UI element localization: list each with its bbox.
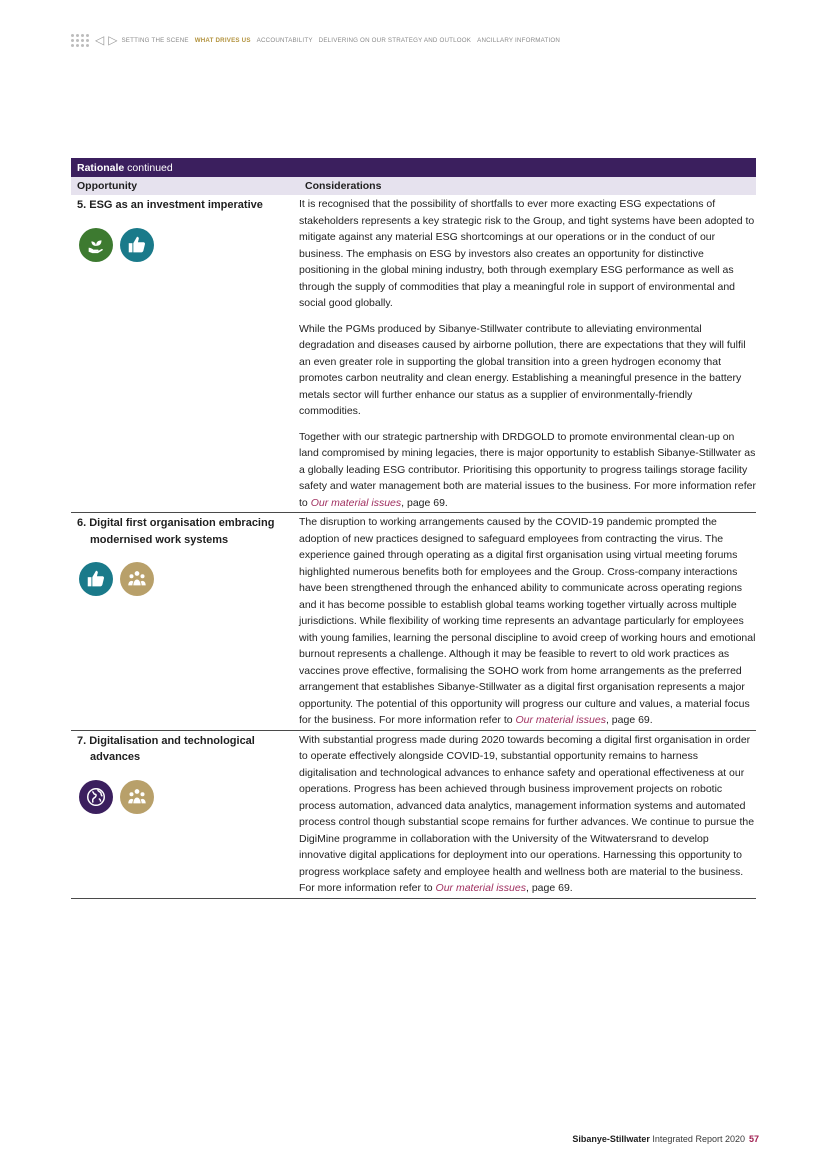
top-navigation [71,33,566,47]
paragraph-text: With substantial progress made during 2020 towards becoming a digital first organisation in order to operate effectively alongside COVID-19, substantial opportunity remains to harness digitalisation and technological advances to enhance safety and operational effectiveness at our operations. Progress has been achieved through business improvement projects on robotic process automation, advanced data analytics, management information systems and automated process control though substantial scope remains for further advances. We continue to pursue the DigiMine programme in collaboration with the University of the Witwatersrand to develop innovative digital applications for deployment into our operations. Harnessing this opportunity to progress workplace safety and employee health and wellness both are material to the business. For more information refer to [299,733,755,894]
page-number: 57 [748,1134,759,1144]
considerations-cell [299,513,756,730]
column-headers [71,177,756,195]
page-reference: , page 69. [401,496,448,509]
considerations-cell [299,195,756,512]
footer-brand: Sibanye-Stillwater [572,1134,650,1144]
thumbs-up-icon [120,228,154,262]
nav-items [121,37,566,44]
previous-page-icon[interactable]: ◁ [95,33,105,47]
paragraph-text: It is recognised that the possibility of shortfalls to ever more exacting ESG expectations of stakeholders represents a key strategic risk to the Group, and tight systems have been adopted to mitigate against any material ESG shortcomings at our operations or in the conduct of our business. The emphasis on ESG by investors also creates an opportunity for distinctive positioning in the global mining industry, both through exemplary ESG performance as well as through the supply of commodities that play a meaningful role in support of environmental and social good globally. [299,198,755,309]
table-row [71,513,756,731]
column-header-opportunity: Opportunity [77,180,138,192]
opportunity-title: 5. ESG as an investment imperative [77,199,263,211]
considerations-cell [299,731,756,898]
table-title: Rationale [77,162,125,174]
opportunity-cell [71,513,299,730]
nav-item-delivering-on-our-strategy-and-outlook[interactable]: DELIVERING ON OUR STRATEGY AND OUTLOOK [318,36,472,44]
opportunity-title: 6. Digital first organisation embracing modernised work systems [77,517,275,546]
nav-item-ancillary-information[interactable]: ANCILLARY INFORMATION [477,36,561,44]
icon-group [79,780,299,814]
grid-menu-icon[interactable] [71,34,89,47]
considerations-paragraph [299,321,756,420]
people-icon [120,562,154,596]
material-issues-link[interactable]: Our material issues [435,882,526,894]
table-title-bar [71,158,756,177]
table-row [71,195,756,513]
paragraph-text: Together with our strategic partnership with DRDGOLD to promote environmental clean-up on land compromised by mining legacies, there is major opportunity to establish Sibanye-Stillwater as a globally leading ESG contributor. Prioritising this opportunity to progress tailings storage facility safety and water management both are material issues to the business. For more information refer to [299,430,756,509]
thumbs-up-icon [79,562,113,596]
considerations-paragraph [299,196,756,312]
next-page-icon[interactable]: ▷ [108,33,118,47]
considerations-paragraph [299,514,756,729]
column-header-considerations: Considerations [305,180,382,192]
material-issues-link[interactable]: Our material issues [310,496,402,509]
page-reference: , page 69. [526,882,573,894]
rationale-table [71,158,756,899]
globe-icon [79,780,113,814]
nav-item-setting-the-scene[interactable]: SETTING THE SCENE [121,36,189,44]
table-row [71,731,756,899]
page-footer [572,1134,759,1144]
icon-group [79,562,299,596]
icon-group [79,228,299,262]
table-title-suffix: continued [124,162,173,174]
footer-report: Integrated Report 2020 [649,1134,745,1144]
table-body [71,195,756,899]
considerations-paragraph [299,429,756,512]
opportunity-cell [71,731,299,898]
paragraph-text: The disruption to working arrangements caused by the COVID-19 pandemic prompted the adoption of new practices designed to safeguard employees from contracting the virus. The experience gained through operating as a digital first organisation using virtual meeting forums highlighted numerous benefits both for employees and the Group. Cross-company interactions have been strengthened through the enhanced ability to communicate across operating regions and it has become possible to establish global teams working together virtually across multiple jurisdictions. While flexibility of working time represents an advantage particularly for employees with young families, learning the personal discipline to avoid creep of working hours and emotional burnout represents a challenge. Although it may be feasible to revert to old work practices as vaccines prove effective, formalising the SOHO work from home arrangements as the preferred arrangement that establishes Sibanye-Stillwater as a digital first organisation represents a major opportunity. The potential of this opportunity will progress our culture and values, a material focus for the business. For more information refer to [299,516,756,726]
plant-hand-icon [79,228,113,262]
opportunity-title: 7. Digitalisation and technological advances [77,734,255,763]
considerations-paragraph [299,732,756,897]
nav-item-accountability[interactable]: ACCOUNTABILITY [256,36,313,44]
nav-item-what-drives-us[interactable]: WHAT DRIVES US [194,36,251,44]
opportunity-cell [71,195,299,512]
material-issues-link[interactable]: Our material issues [515,714,606,726]
paragraph-text: While the PGMs produced by Sibanye-Stillwater contribute to alleviating environmental degradation and diseases caused by airborne pollution, there are expectations that they will fulfil an even greater role in supporting the global transition into a green hydrogen economy that promotes carbon neutrality and clean energy. Establishing a meaningful presence in the battery metals sector will further enhance our status as a supplier of environmentally-friendly commodities. [299,322,746,417]
people-icon [120,780,154,814]
page-reference: , page 69. [605,714,653,726]
